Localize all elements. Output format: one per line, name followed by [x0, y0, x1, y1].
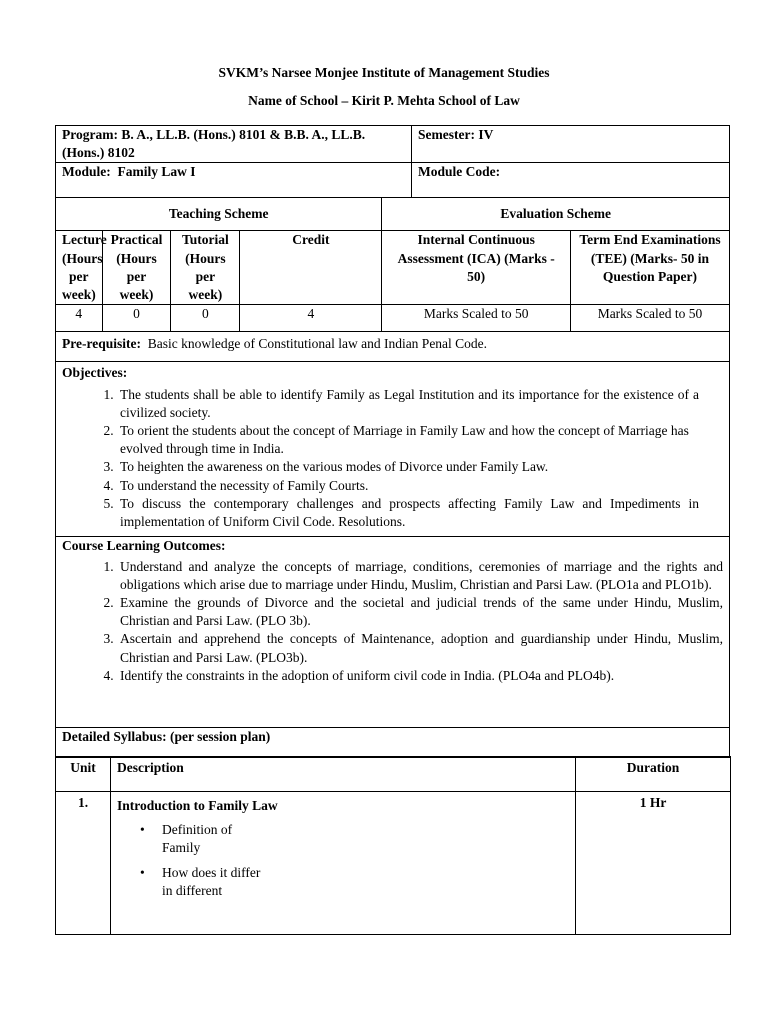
credit-value: 4: [240, 305, 382, 332]
duration-column-header: Duration: [576, 757, 731, 792]
unit-description: [111, 792, 576, 935]
credit-header: Credit: [240, 231, 382, 305]
module-code-cell: [412, 163, 730, 198]
description-column-header: Description: [111, 757, 576, 792]
tee-value: Marks Scaled to 50: [570, 305, 729, 332]
unit-column-header: Unit: [56, 757, 111, 792]
outcome-item: 1. Understand and analyze the concepts of marriage, conditions, ceremonies of marriage and the rights and obligations which arise due to marriage under Hindu, Muslim, Christian and Parsi Law. (PLO1a and PLO1b).: [117, 558, 723, 594]
institute-name: SVKM’s Narsee Monjee Institute of Management Studies: [218, 65, 550, 80]
teaching-scheme-heading: Teaching Scheme: [56, 198, 382, 231]
syllabus-title: Detailed Syllabus: (per session plan): [56, 728, 730, 758]
unit-number: 1.: [56, 792, 111, 935]
semester-value: IV: [478, 127, 494, 142]
syllabus-table: [55, 756, 731, 935]
module-details-table: [55, 125, 730, 758]
semester-label: Semester:: [418, 127, 476, 142]
ica-value: Marks Scaled to 50: [382, 305, 571, 332]
outcomes-title: Course Learning Outcomes:: [62, 538, 226, 554]
practical-value: 0: [102, 305, 171, 332]
prerequisite-value: Basic knowledge of Constitutional law and Indian Penal Code.: [147, 336, 488, 352]
outcomes-cell: [56, 537, 730, 728]
unit-title: Introduction to Family Law: [117, 798, 278, 813]
objective-item: 5. To discuss the contemporary challenges and prospects affecting Family Law and Impediments in implementation of Uniform Civil Code. Resolutions.: [117, 495, 699, 531]
objectives-title: Objectives:: [62, 365, 128, 381]
list-item: • Definition of Family: [162, 821, 262, 857]
outcome-item: 2. Examine the grounds of Divorce and the societal and judicial trends of the same under Hindu, Muslim, Christian and Parsi Law. (PLO 3b).: [117, 594, 723, 630]
objective-item: 2. To orient the students about the concept of Marriage in Family Law and how the concept of Marriage has evolved through time in India.: [117, 422, 699, 458]
objectives-list: [62, 386, 699, 532]
ica-header: Internal Continuous Assessment (ICA) (Marks - 50): [382, 231, 571, 305]
module-value: Family Law I: [117, 164, 196, 180]
module-code-label: Module Code:: [418, 164, 501, 180]
outcome-item: 4. Identify the constraints in the adoption of uniform civil code in India. (PLO4a and PLO4b).: [117, 667, 723, 685]
unit-topics: [117, 821, 262, 900]
tutorial-value: 0: [171, 305, 240, 332]
unit-duration: 1 Hr: [576, 792, 731, 935]
lecture-header: Lecture (Hours per week): [56, 231, 103, 305]
program-cell: [56, 126, 412, 163]
lecture-value: 4: [56, 305, 103, 332]
prerequisite-label: Pre-requisite:: [62, 336, 141, 352]
program-label: Program:: [62, 127, 118, 142]
table-row: [56, 792, 731, 935]
objective-item: 3. To heighten the awareness on the various modes of Divorce under Family Law.: [117, 458, 699, 476]
objective-item: 1. The students shall be able to identify Family as Legal Institution and its importance for the existence of a civilized society.: [117, 386, 699, 422]
objectives-cell: [56, 362, 730, 537]
list-item: • How does it differ in different: [162, 864, 262, 900]
objective-item: 4. To understand the necessity of Family Courts.: [117, 477, 699, 495]
program-value: B. A., LL.B. (Hons.) 8101 & B.B. A., LL.B. (Hons.) 8102: [62, 127, 366, 161]
prerequisite-cell: [56, 332, 730, 362]
module-label: Module:: [62, 164, 111, 180]
tee-header: Term End Examinations (TEE) (Marks- 50 in Question Paper): [570, 231, 729, 305]
evaluation-scheme-heading: Evaluation Scheme: [382, 198, 730, 231]
practical-header: Practical (Hours per week): [102, 231, 171, 305]
school-name: Name of School – Kirit P. Mehta School of Law: [248, 93, 520, 108]
outcome-item: 3. Ascertain and apprehend the concepts of Maintenance, adoption and guardianship under Hindu, Muslim, Christian and Parsi Law. (PLO3b).: [117, 630, 723, 666]
outcomes-list: [62, 558, 723, 686]
module-cell: [56, 163, 412, 198]
tutorial-header: Tutorial (Hours per week): [171, 231, 240, 305]
semester-cell: [412, 126, 730, 163]
